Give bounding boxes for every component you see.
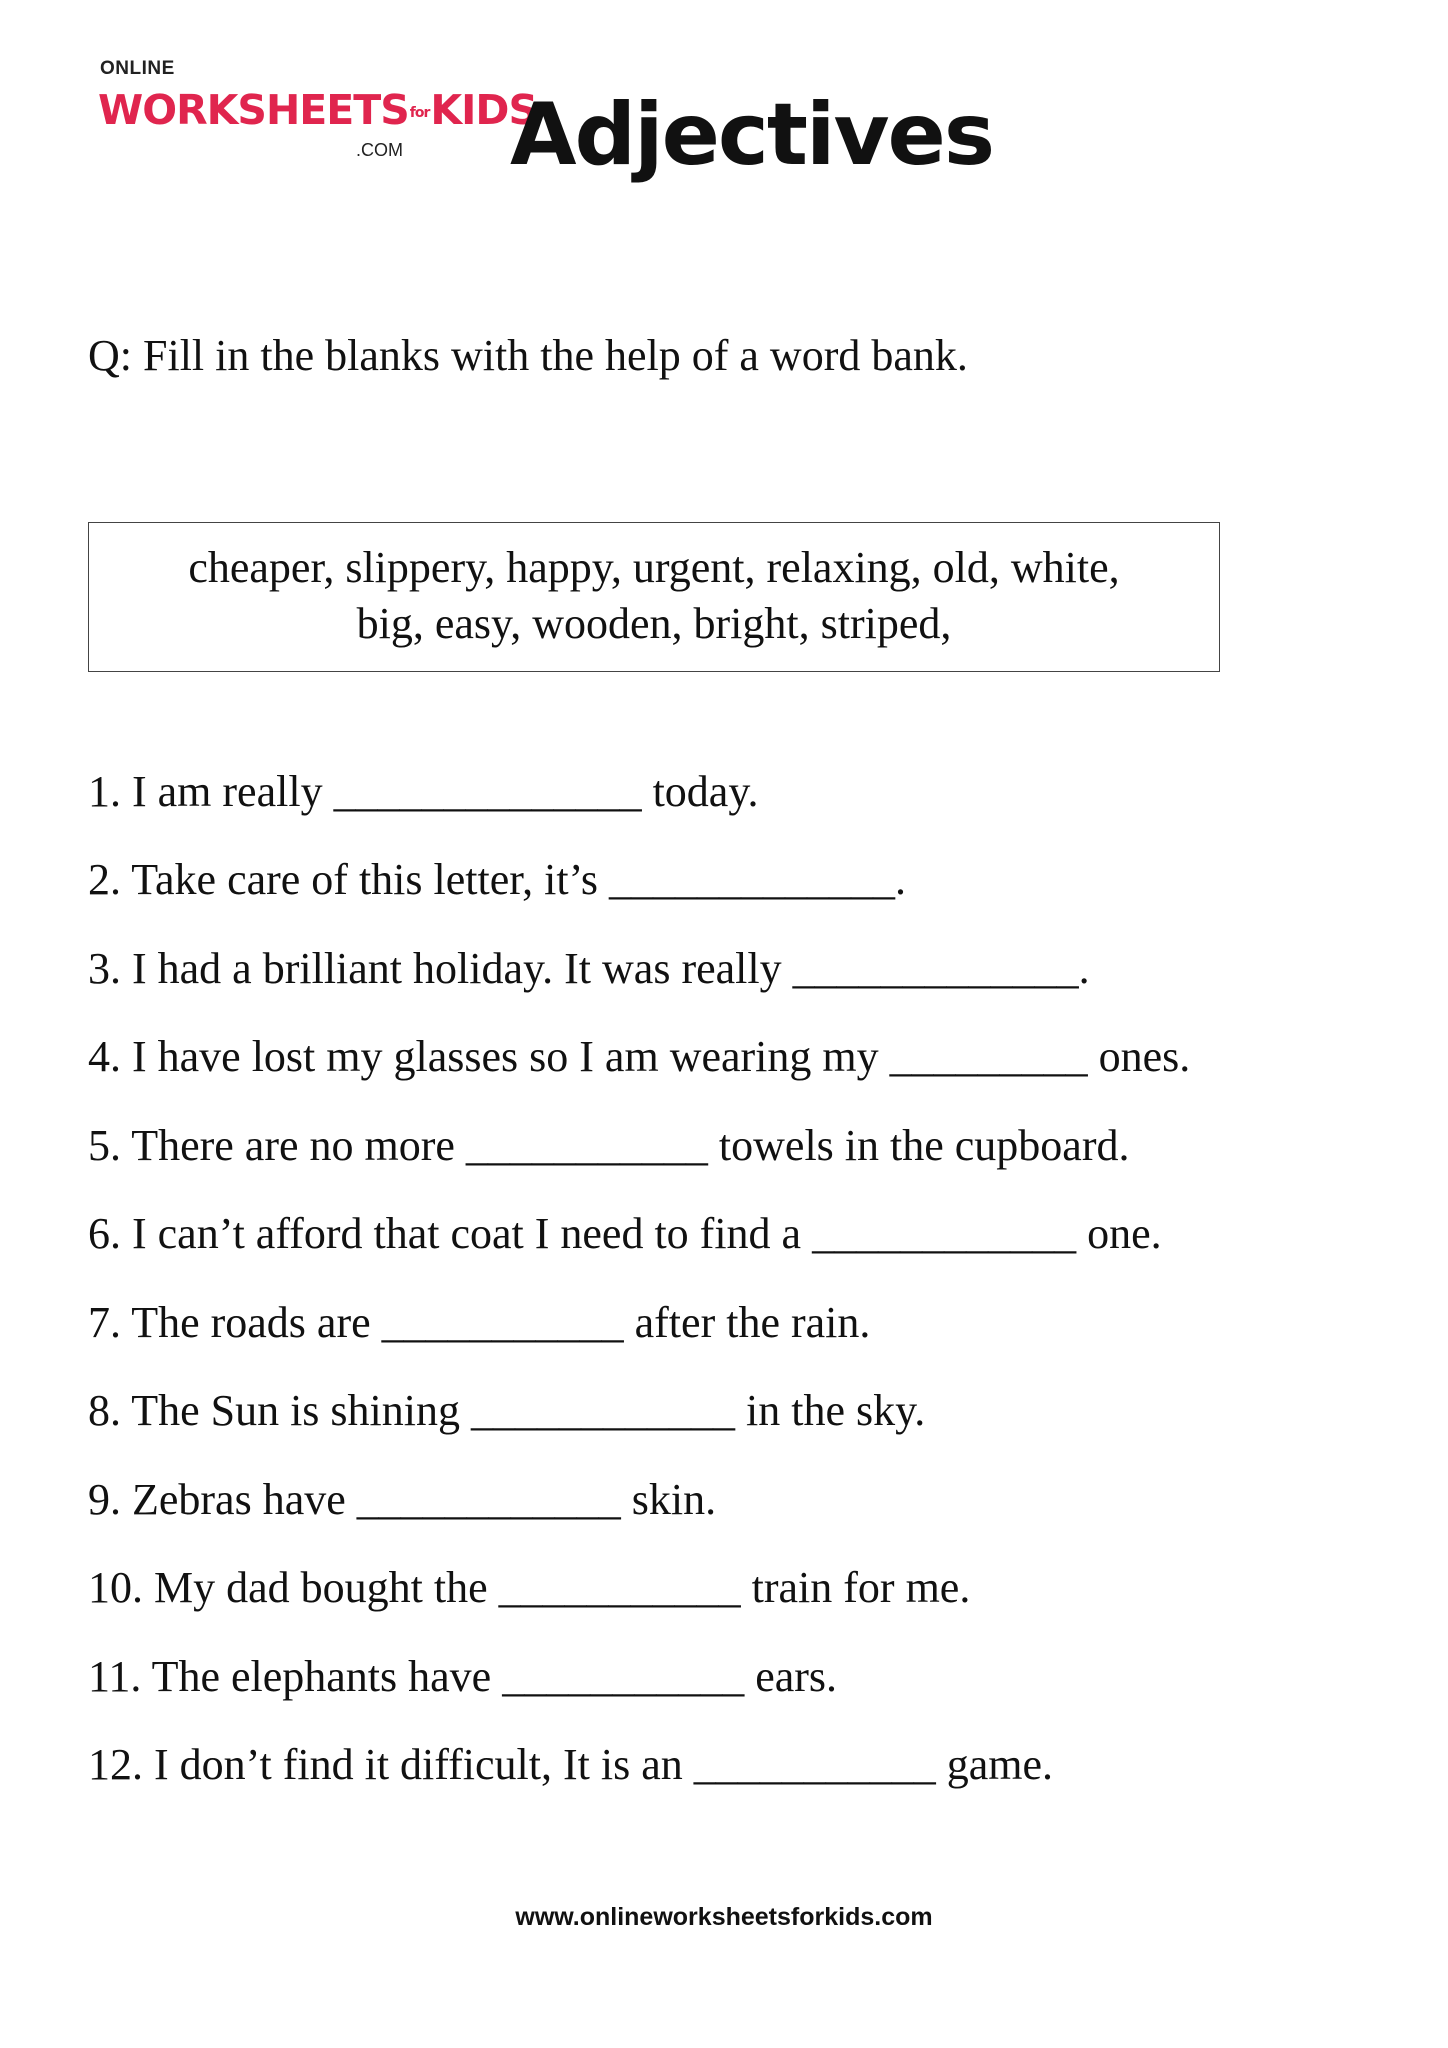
logo-word-kids: KIDS [430, 86, 537, 134]
exercise-item-9: 9. Zebras have ____________ skin. [88, 1475, 717, 1524]
logo-online-text: ONLINE [100, 58, 175, 79]
exercise-item-4: 4. I have lost my glasses so I am wearing my _________ ones. [88, 1032, 1191, 1081]
exercise-item-6: 6. I can’t afford that coat I need to find a ____________ one. [88, 1209, 1162, 1258]
logo-word-for: for [409, 105, 430, 121]
exercise-item-7: 7. The roads are ___________ after the rain. [88, 1298, 871, 1347]
exercise-item-8: 8. The Sun is shining ____________ in the sky. [88, 1386, 926, 1435]
question-prompt: Q: Fill in the blanks with the help of a word bank. [88, 331, 968, 380]
footer-url: www.onlineworksheetsforkids.com [515, 1903, 933, 1931]
page-title: Adjectives [510, 85, 994, 185]
exercise-item-12: 12. I don’t find it difficult, It is an ___________ game. [88, 1740, 1054, 1789]
word-bank-line-1: cheaper, slippery, happy, urgent, relaxing, old, white, [188, 543, 1120, 592]
logo-com-text: .COM [356, 140, 403, 160]
logo-wordmark [98, 86, 537, 134]
exercise-item-10: 10. My dad bought the ___________ train for me. [88, 1563, 971, 1612]
exercise-item-3: 3. I had a brilliant holiday. It was really _____________. [88, 944, 1090, 993]
word-bank-box [88, 522, 1220, 672]
exercise-item-5: 5. There are no more ___________ towels in the cupboard. [88, 1121, 1130, 1170]
exercise-item-1: 1. I am really ______________ today. [88, 767, 759, 816]
exercise-item-11: 11. The elephants have ___________ ears. [88, 1652, 838, 1701]
site-logo [94, 52, 537, 170]
word-bank-line-2: big, easy, wooden, bright, striped, [356, 599, 952, 648]
logo-word-worksheets: WORKSHEETS [98, 86, 409, 134]
exercise-item-2: 2. Take care of this letter, it’s _____________. [88, 855, 906, 904]
